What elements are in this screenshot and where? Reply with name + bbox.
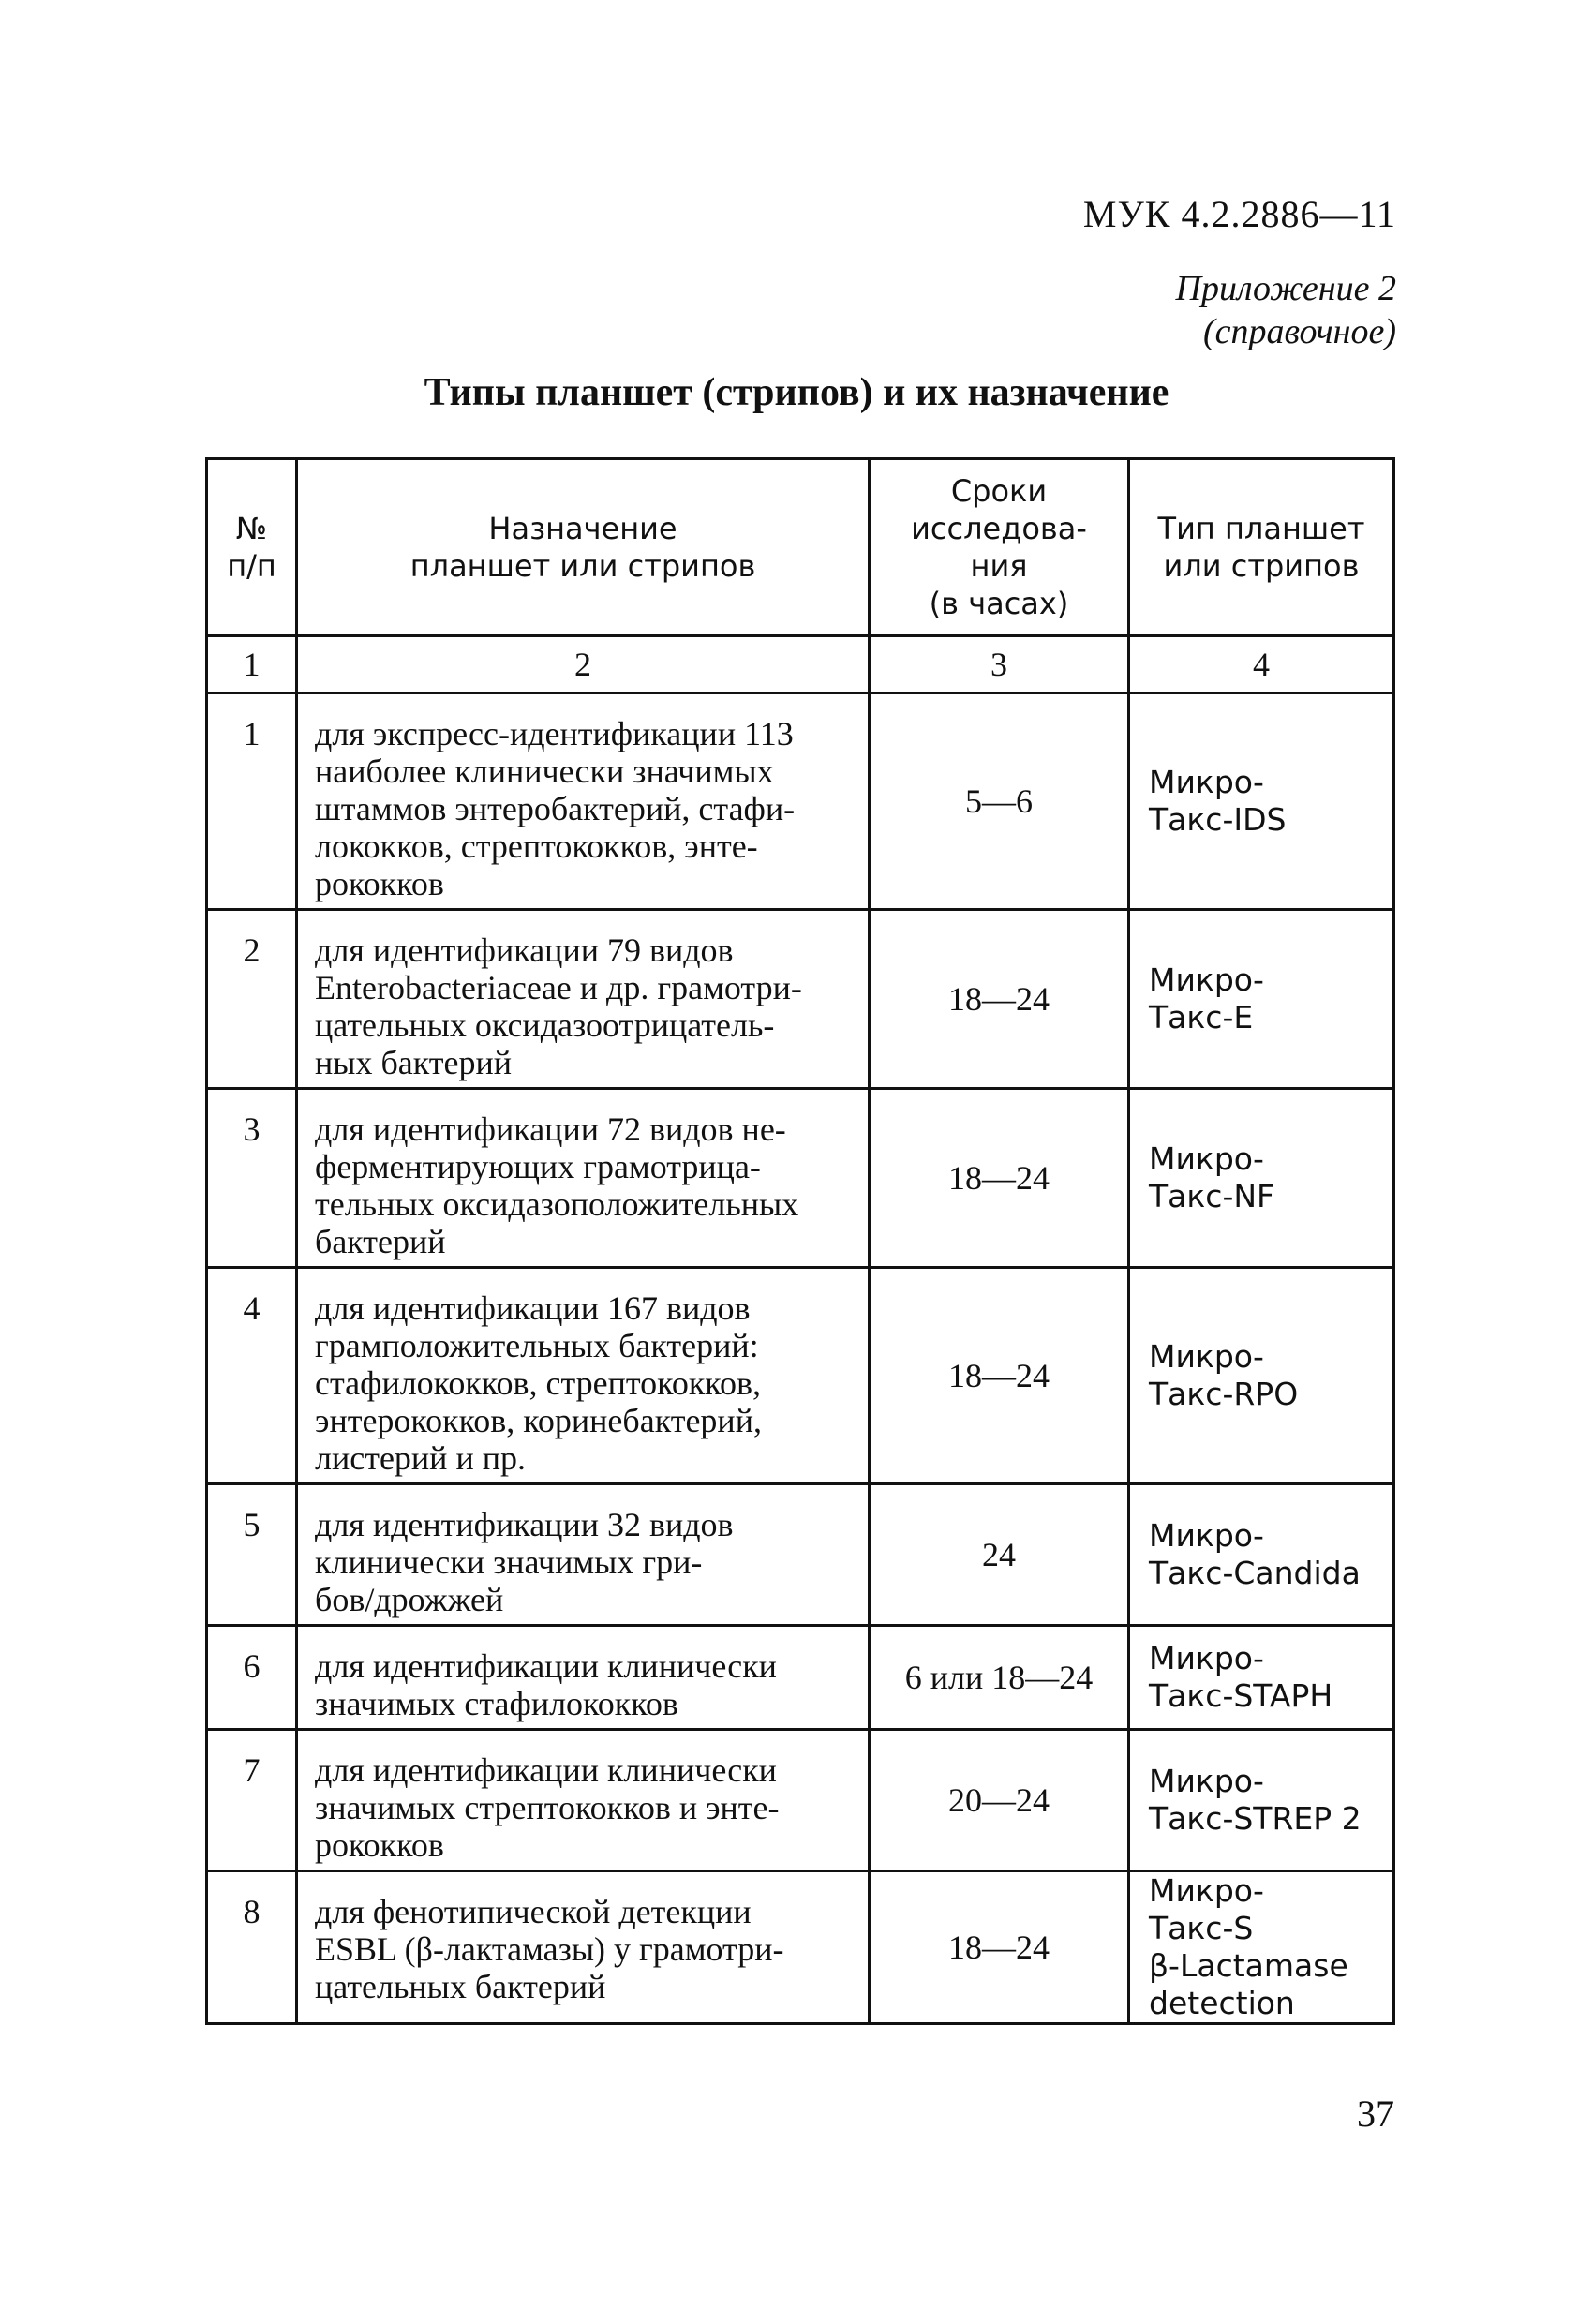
type-line: Микро- <box>1149 1763 1264 1799</box>
header-purpose <box>297 459 870 636</box>
column-number: 3 <box>870 636 1129 693</box>
purpose-line: для идентификации клинически <box>315 1647 777 1685</box>
row-time: 18—24 <box>870 910 1129 1089</box>
row-purpose <box>297 910 870 1089</box>
row-number: 5 <box>207 1484 297 1626</box>
document-code: МУК 4.2.2886—11 <box>1082 193 1396 235</box>
purpose-line: ESBL (β-лактамазы) у грамотри- <box>315 1930 784 1968</box>
purpose-line: лококков, стрептококков, энте- <box>315 827 758 865</box>
table-row <box>207 693 1394 910</box>
row-purpose <box>297 1871 870 2024</box>
table-row <box>207 1626 1394 1730</box>
purpose-line: ных бактерий <box>315 1044 513 1081</box>
purpose-line: клинически значимых гри- <box>315 1543 703 1581</box>
appendix-number: Приложение 2 <box>1175 269 1396 308</box>
purpose-line: для идентификации клинически <box>315 1751 777 1789</box>
row-number: 7 <box>207 1730 297 1871</box>
purpose-line: для идентификации 167 видов <box>315 1289 751 1327</box>
type-line: Такс-IDS <box>1149 801 1287 838</box>
row-time: 5—6 <box>870 693 1129 910</box>
table-row <box>207 910 1394 1089</box>
type-line: Микро- <box>1149 1140 1264 1177</box>
purpose-line: цательных оксидазоотрицатель- <box>315 1006 775 1044</box>
header-purpose-line: Назначение <box>488 511 677 546</box>
type-line: Такс-Candida <box>1149 1555 1361 1591</box>
row-purpose <box>297 1089 870 1268</box>
row-time: 6 или 18—24 <box>870 1626 1129 1730</box>
type-line: Такс-S <box>1149 1910 1254 1946</box>
purpose-line: бактерий <box>315 1223 446 1260</box>
type-line: β-Lactamase <box>1149 1947 1348 1984</box>
purpose-line: для идентификации 72 видов не- <box>315 1110 786 1148</box>
row-number: 8 <box>207 1871 297 2024</box>
row-number: 3 <box>207 1089 297 1268</box>
header-time-line: Сроки <box>950 473 1048 509</box>
row-number: 6 <box>207 1626 297 1730</box>
row-time: 20—24 <box>870 1730 1129 1871</box>
purpose-line: листерий и пр. <box>315 1439 526 1477</box>
purpose-line: для идентификации 79 видов <box>315 931 734 969</box>
column-number: 2 <box>297 636 870 693</box>
type-line: detection <box>1149 1985 1295 2021</box>
type-line: Микро- <box>1149 1517 1264 1554</box>
row-number: 4 <box>207 1268 297 1484</box>
purpose-line: Enterobacteriaceae и др. грамотри- <box>315 969 802 1006</box>
purpose-line: штаммов энтеробактерий, стафи- <box>315 790 796 827</box>
column-number-row <box>207 636 1394 693</box>
type-line: Такс-NF <box>1149 1178 1275 1214</box>
table-row <box>207 1484 1394 1626</box>
type-line: Микро- <box>1149 1640 1264 1676</box>
row-type <box>1129 1268 1394 1484</box>
purpose-line: наиболее клинически значимых <box>315 752 774 790</box>
header-num-line: п/п <box>227 548 276 584</box>
purpose-line: рококков <box>315 1826 444 1864</box>
purpose-line: для экспресс-идентификации 113 <box>315 715 794 752</box>
column-number: 4 <box>1129 636 1394 693</box>
header-time-line: (в часах) <box>929 586 1069 621</box>
purpose-line: для идентификации 32 видов <box>315 1506 734 1543</box>
purpose-line: значимых стафилококков <box>315 1685 678 1722</box>
header-time <box>870 459 1129 636</box>
row-type <box>1129 910 1394 1089</box>
header-time-line: ния <box>970 548 1028 584</box>
row-number: 1 <box>207 693 297 910</box>
table-row <box>207 1730 1394 1871</box>
row-type <box>1129 1626 1394 1730</box>
row-purpose <box>297 1626 870 1730</box>
page-number: 37 <box>1357 2093 1394 2135</box>
purpose-line: цательных бактерий <box>315 1968 606 2005</box>
plates-table <box>205 457 1395 2025</box>
purpose-line: энтерококков, коринебактерий, <box>315 1402 762 1439</box>
header-num-line: № <box>235 511 268 546</box>
purpose-line: ферментирующих грамотрица- <box>315 1148 761 1185</box>
row-time: 18—24 <box>870 1871 1129 2024</box>
header-type-line: Тип планшет <box>1157 511 1365 546</box>
row-time: 24 <box>870 1484 1129 1626</box>
row-type <box>1129 1089 1394 1268</box>
header-num <box>207 459 297 636</box>
row-type <box>1129 1484 1394 1626</box>
row-time: 18—24 <box>870 1089 1129 1268</box>
type-line: Микро- <box>1149 764 1264 800</box>
header-type <box>1129 459 1394 636</box>
row-purpose <box>297 1484 870 1626</box>
row-number: 2 <box>207 910 297 1089</box>
purpose-line: значимых стрептококков и энте- <box>315 1789 780 1826</box>
purpose-line: для фенотипической детекции <box>315 1893 752 1930</box>
type-line: Такс-STAPH <box>1149 1677 1333 1714</box>
table-row <box>207 1268 1394 1484</box>
header-purpose-line: планшет или стрипов <box>409 548 756 584</box>
table-header-row <box>207 459 1394 636</box>
column-number: 1 <box>207 636 297 693</box>
purpose-line: стафилококков, стрептококков, <box>315 1364 761 1402</box>
table-row <box>207 1871 1394 2024</box>
row-purpose <box>297 693 870 910</box>
type-line: Микро- <box>1149 961 1264 998</box>
appendix-label <box>1176 267 1396 353</box>
type-line: Такс-STREP 2 <box>1149 1800 1362 1837</box>
row-type <box>1129 693 1394 910</box>
table-row <box>207 1089 1394 1268</box>
type-line: Микро- <box>1149 1338 1264 1375</box>
header-time-line: исследова- <box>911 511 1087 546</box>
row-time: 18—24 <box>870 1268 1129 1484</box>
page-title: Типы планшет (стрипов) и их назначение <box>424 371 1169 414</box>
purpose-line: бов/дрожжей <box>315 1581 504 1618</box>
appendix-type: (справочное) <box>1202 312 1396 351</box>
type-line: Такс-RPO <box>1149 1376 1299 1412</box>
purpose-line: грамположительных бактерий: <box>315 1327 759 1364</box>
header-type-line: или стрипов <box>1163 548 1360 584</box>
type-line: Такс-Е <box>1149 999 1254 1035</box>
row-purpose <box>297 1730 870 1871</box>
purpose-line: тельных оксидазоположительных <box>315 1185 799 1223</box>
row-purpose <box>297 1268 870 1484</box>
row-type <box>1129 1730 1394 1871</box>
row-type <box>1129 1871 1394 2024</box>
purpose-line: рококков <box>315 865 444 902</box>
type-line: Микро- <box>1149 1872 1264 1909</box>
